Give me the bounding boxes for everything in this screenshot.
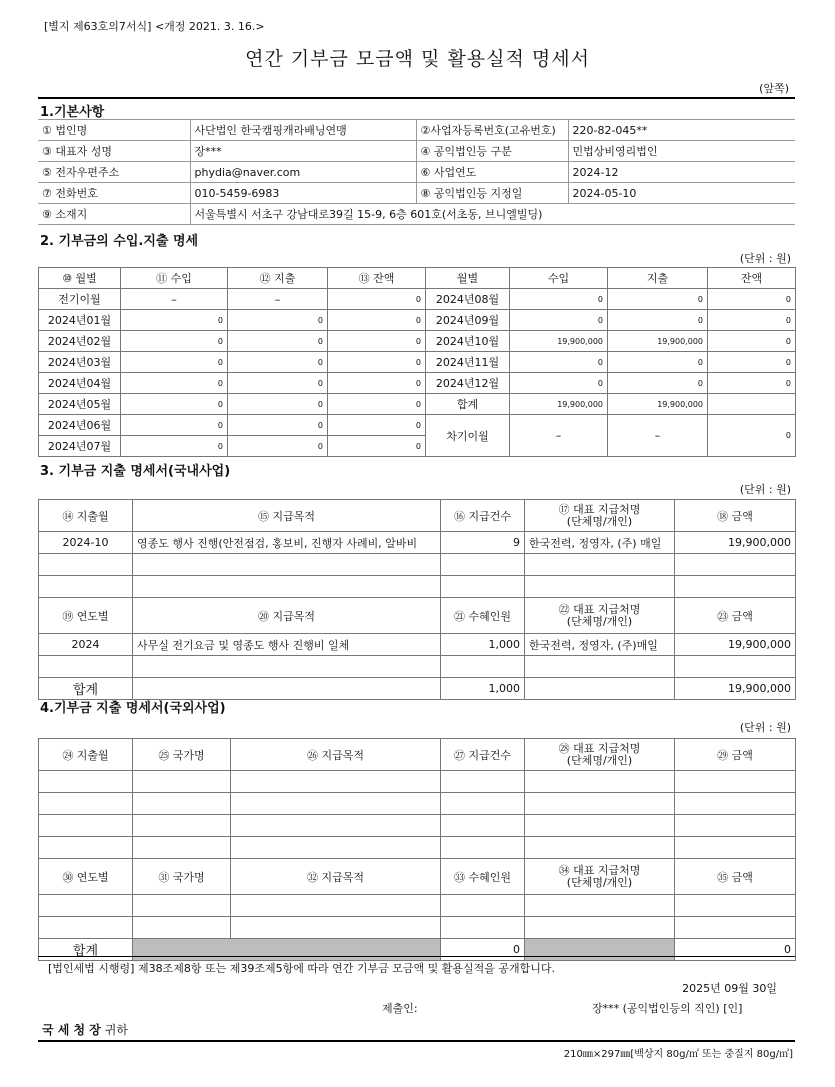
expense-cell: 0 [228,394,328,415]
submission-date: 2025년 09월 30일 [682,982,777,995]
month-cell: 2024년06월 [39,415,121,436]
info-value: 사단법인 한국캠핑캐라배닝연맹 [190,120,416,141]
info-value: 2024-12 [568,162,795,183]
table-row [39,415,796,436]
section-4-heading: 4.기부금 지출 명세서(국외사업) [40,701,226,716]
purpose-cell: 사무실 전기요금 및 영종도 행사 진행비 일체 [133,634,441,656]
col-header [525,598,675,634]
month-cell: 2024년07월 [39,436,121,457]
address-label: ⑨ 소재지 [38,204,190,225]
col-header: ㉔ 지출월 [39,739,133,771]
expense-cell: 0 [228,352,328,373]
table-header-row [39,859,796,895]
col-header-line: ⑰ 대표 지급처명 [558,502,641,516]
table-row [39,634,796,656]
info-value: 220-82-045** [568,120,795,141]
expense-cell: 0 [228,436,328,457]
income-expense-table [38,267,796,457]
section-2-heading: 2. 기부금의 수입.지출 명세 [40,234,199,249]
info-value: 2024-05-10 [568,183,795,204]
expense-cell: 0 [608,373,708,394]
balance-cell: 0 [328,331,426,352]
shaded-cell [133,939,441,961]
col-header-line: ㉘ 대표 지급처명 [558,741,641,755]
section-rule [38,97,795,99]
col-header: ㉑ 수혜인원 [441,598,525,634]
table-row [39,656,796,678]
col-header: 지출 [608,268,708,289]
table-row [39,532,796,554]
month-cell: 2024년05월 [39,394,121,415]
col-header-line: ㉞ 대표 지급처명 [558,863,641,877]
col-header: ⑯ 지급건수 [441,500,525,532]
income-cell: 0 [121,394,228,415]
info-row [38,162,795,183]
col-header: ㉟ 금액 [675,859,796,895]
col-header: ㉕ 국가명 [133,739,231,771]
expense-cell: 0 [608,352,708,373]
month-cell: 2024년09월 [426,310,510,331]
table-header-row [39,739,796,771]
info-row [38,204,795,225]
basic-info-table [38,119,795,225]
balance-cell: 0 [328,394,426,415]
income-cell: 0 [121,310,228,331]
total-row [39,939,796,961]
total-beneficiaries-cell: 1,000 [441,678,525,700]
col-header: ㉜ 지급목적 [231,859,441,895]
col-header: ㉗ 지급건수 [441,739,525,771]
amount-cell: 19,900,000 [675,634,796,656]
total-income-cell: 19,900,000 [510,394,608,415]
info-label: ⑧ 공익법인등 지정일 [416,183,568,204]
table-header-row [39,598,796,634]
col-header: ⑫ 지출 [228,268,328,289]
total-balance-cell [708,394,796,415]
balance-cell: 0 [328,436,426,457]
income-cell: 0 [510,373,608,394]
balance-cell: 0 [328,310,426,331]
expense-cell: 0 [228,310,328,331]
info-label: ②사업자등록번호(고유번호) [416,120,568,141]
domestic-expense-table [38,499,796,700]
balance-cell: 0 [328,373,426,394]
carry-forward-label: 차기이월 [426,415,510,457]
table-row [39,331,796,352]
month-cell: 2024년02월 [39,331,121,352]
col-header: ㉝ 수혜인원 [441,859,525,895]
table-row [39,771,796,793]
income-cell: 0 [121,352,228,373]
info-value: phydia@naver.com [190,162,416,183]
col-header: ⑱ 금액 [675,500,796,532]
table-row [39,815,796,837]
section-1-heading: 1.기본사항 [40,105,105,120]
month-cell: 전기이월 [39,289,121,310]
total-expense-cell: 19,900,000 [608,394,708,415]
beneficiaries-cell: 1,000 [441,634,525,656]
expense-cell: 0 [228,373,328,394]
table-row [39,373,796,394]
table-row [39,793,796,815]
info-value: 010-5459-6983 [190,183,416,204]
paper-spec: 210㎜×297㎜[백상지 80g/㎡ 또는 중질지 80g/㎡] [563,1049,793,1060]
expense-cell: 0 [228,331,328,352]
document-title: 연간 기부금 모금액 및 활용실적 명세서 [245,48,590,70]
shaded-cell [525,939,675,961]
table-row [39,837,796,859]
col-header-line: (단체명/개인) [566,614,633,628]
submitter-label: 제출인: [382,1002,418,1015]
income-cell: 0 [121,415,228,436]
col-header: ⑮ 지급목적 [133,500,441,532]
balance-cell: 0 [708,373,796,394]
col-header-line: (단체명/개인) [566,514,633,528]
form-reference: [별지 제63호의7서식] <개정 2021. 3. 16.> [44,20,265,33]
table-row [39,554,796,576]
col-header: ⑪ 수입 [121,268,228,289]
income-cell: 19,900,000 [510,331,608,352]
legal-notice: [법인세법 시행령] 제38조제8항 또는 제39조제5항에 따라 연간 기부금 모금액 및 활용실적을 공개합니다. [48,962,555,975]
info-label: ⑥ 사업연도 [416,162,568,183]
balance-cell: 0 [708,352,796,373]
col-header: 잔액 [708,268,796,289]
col-header: ㉙ 금액 [675,739,796,771]
payee-cell: 한국전력, 정영자, (주) 매일 [525,532,675,554]
count-cell: 9 [441,532,525,554]
income-cell: 0 [510,310,608,331]
bottom-rule [38,1040,795,1042]
amount-cell: 19,900,000 [675,532,796,554]
balance-cell: 0 [328,352,426,373]
table-row [39,895,796,917]
total-amount-cell: 19,900,000 [675,678,796,700]
month-cell: 2024년12월 [426,373,510,394]
col-header [525,859,675,895]
income-cell: – [121,289,228,310]
front-page-label: (앞쪽) [759,82,789,95]
income-cell: 0 [510,289,608,310]
info-row [38,183,795,204]
addressee [42,1021,128,1038]
col-header: ⑩ 월별 [39,268,121,289]
balance-cell: 0 [328,415,426,436]
col-header: ㉚ 연도별 [39,859,133,895]
year-cell: 2024 [39,634,133,656]
col-header: ⑳ 지급목적 [133,598,441,634]
carry-balance-cell: 0 [708,415,796,457]
total-label: 합계 [39,939,133,961]
carry-expense-cell: – [608,415,708,457]
table-row [39,352,796,373]
month-cell: 2024년04월 [39,373,121,394]
table-row [39,310,796,331]
col-header-line: ㉒ 대표 지급처명 [558,602,641,616]
payee-cell: 한국전력, 정영자, (주)매일 [525,634,675,656]
balance-cell: 0 [708,289,796,310]
section-rule [38,956,795,957]
col-header-line: (단체명/개인) [566,875,633,889]
table-row [39,576,796,598]
month-cell: 2024년03월 [39,352,121,373]
expense-cell: 19,900,000 [608,331,708,352]
total-label: 합계 [426,394,510,415]
purpose-cell: 영종도 행사 진행(안전점검, 홍보비, 진행자 사례비, 알바비 [133,532,441,554]
col-header: ㉖ 지급목적 [231,739,441,771]
expense-cell: – [228,289,328,310]
info-value: 민법상비영리법인 [568,141,795,162]
col-header-line: (단체명/개인) [566,753,633,767]
overseas-expense-table [38,738,796,961]
col-header: ㉓ 금액 [675,598,796,634]
month-cell: 2024년01월 [39,310,121,331]
total-label: 합계 [39,678,133,700]
address-value: 서울특별시 서초구 강남대로39길 15-9, 6층 601호(서초동, 브니엘빌딩) [190,204,795,225]
expense-cell: 0 [228,415,328,436]
col-header: 월별 [426,268,510,289]
expense-month-cell: 2024-10 [39,532,133,554]
section-3-heading: 3. 기부금 지출 명세서(국내사업) [40,464,231,479]
addressee-name: 국 세 청 장 [42,1023,101,1037]
month-cell: 2024년11월 [426,352,510,373]
col-header: ⑲ 연도별 [39,598,133,634]
info-label: ③ 대표자 성명 [38,141,190,162]
income-cell: 0 [121,436,228,457]
info-label: ⑤ 전자우편주소 [38,162,190,183]
col-header: 수입 [510,268,608,289]
total-count-cell: 0 [441,939,525,961]
income-cell: 0 [121,331,228,352]
balance-cell: 0 [328,289,426,310]
month-cell: 2024년10월 [426,331,510,352]
table-header-row [39,500,796,532]
income-cell: 0 [510,352,608,373]
table-row [39,917,796,939]
info-value: 장*** [190,141,416,162]
expense-cell: 0 [608,289,708,310]
unit-label: (단위 : 원) [739,252,791,265]
info-row [38,120,795,141]
info-row [38,141,795,162]
col-header [525,500,675,532]
unit-label: (단위 : 원) [739,483,791,496]
month-cell: 2024년08월 [426,289,510,310]
col-header: ⑬ 잔액 [328,268,426,289]
expense-cell: 0 [608,310,708,331]
table-row [39,289,796,310]
table-row [39,394,796,415]
balance-cell: 0 [708,331,796,352]
total-amount-cell: 0 [675,939,796,961]
col-header [525,739,675,771]
addressee-suffix: 귀하 [104,1023,128,1037]
carry-income-cell: – [510,415,608,457]
balance-cell: 0 [708,310,796,331]
info-label: ① 법인명 [38,120,190,141]
info-label: ④ 공익법인등 구분 [416,141,568,162]
income-cell: 0 [121,373,228,394]
col-header: ㉛ 국가명 [133,859,231,895]
submitter-name: 장*** (공익법인등의 직인) [인] [592,1002,743,1015]
unit-label: (단위 : 원) [739,721,791,734]
table-header-row [39,268,796,289]
info-label: ⑦ 전화번호 [38,183,190,204]
col-header: ⑭ 지출월 [39,500,133,532]
